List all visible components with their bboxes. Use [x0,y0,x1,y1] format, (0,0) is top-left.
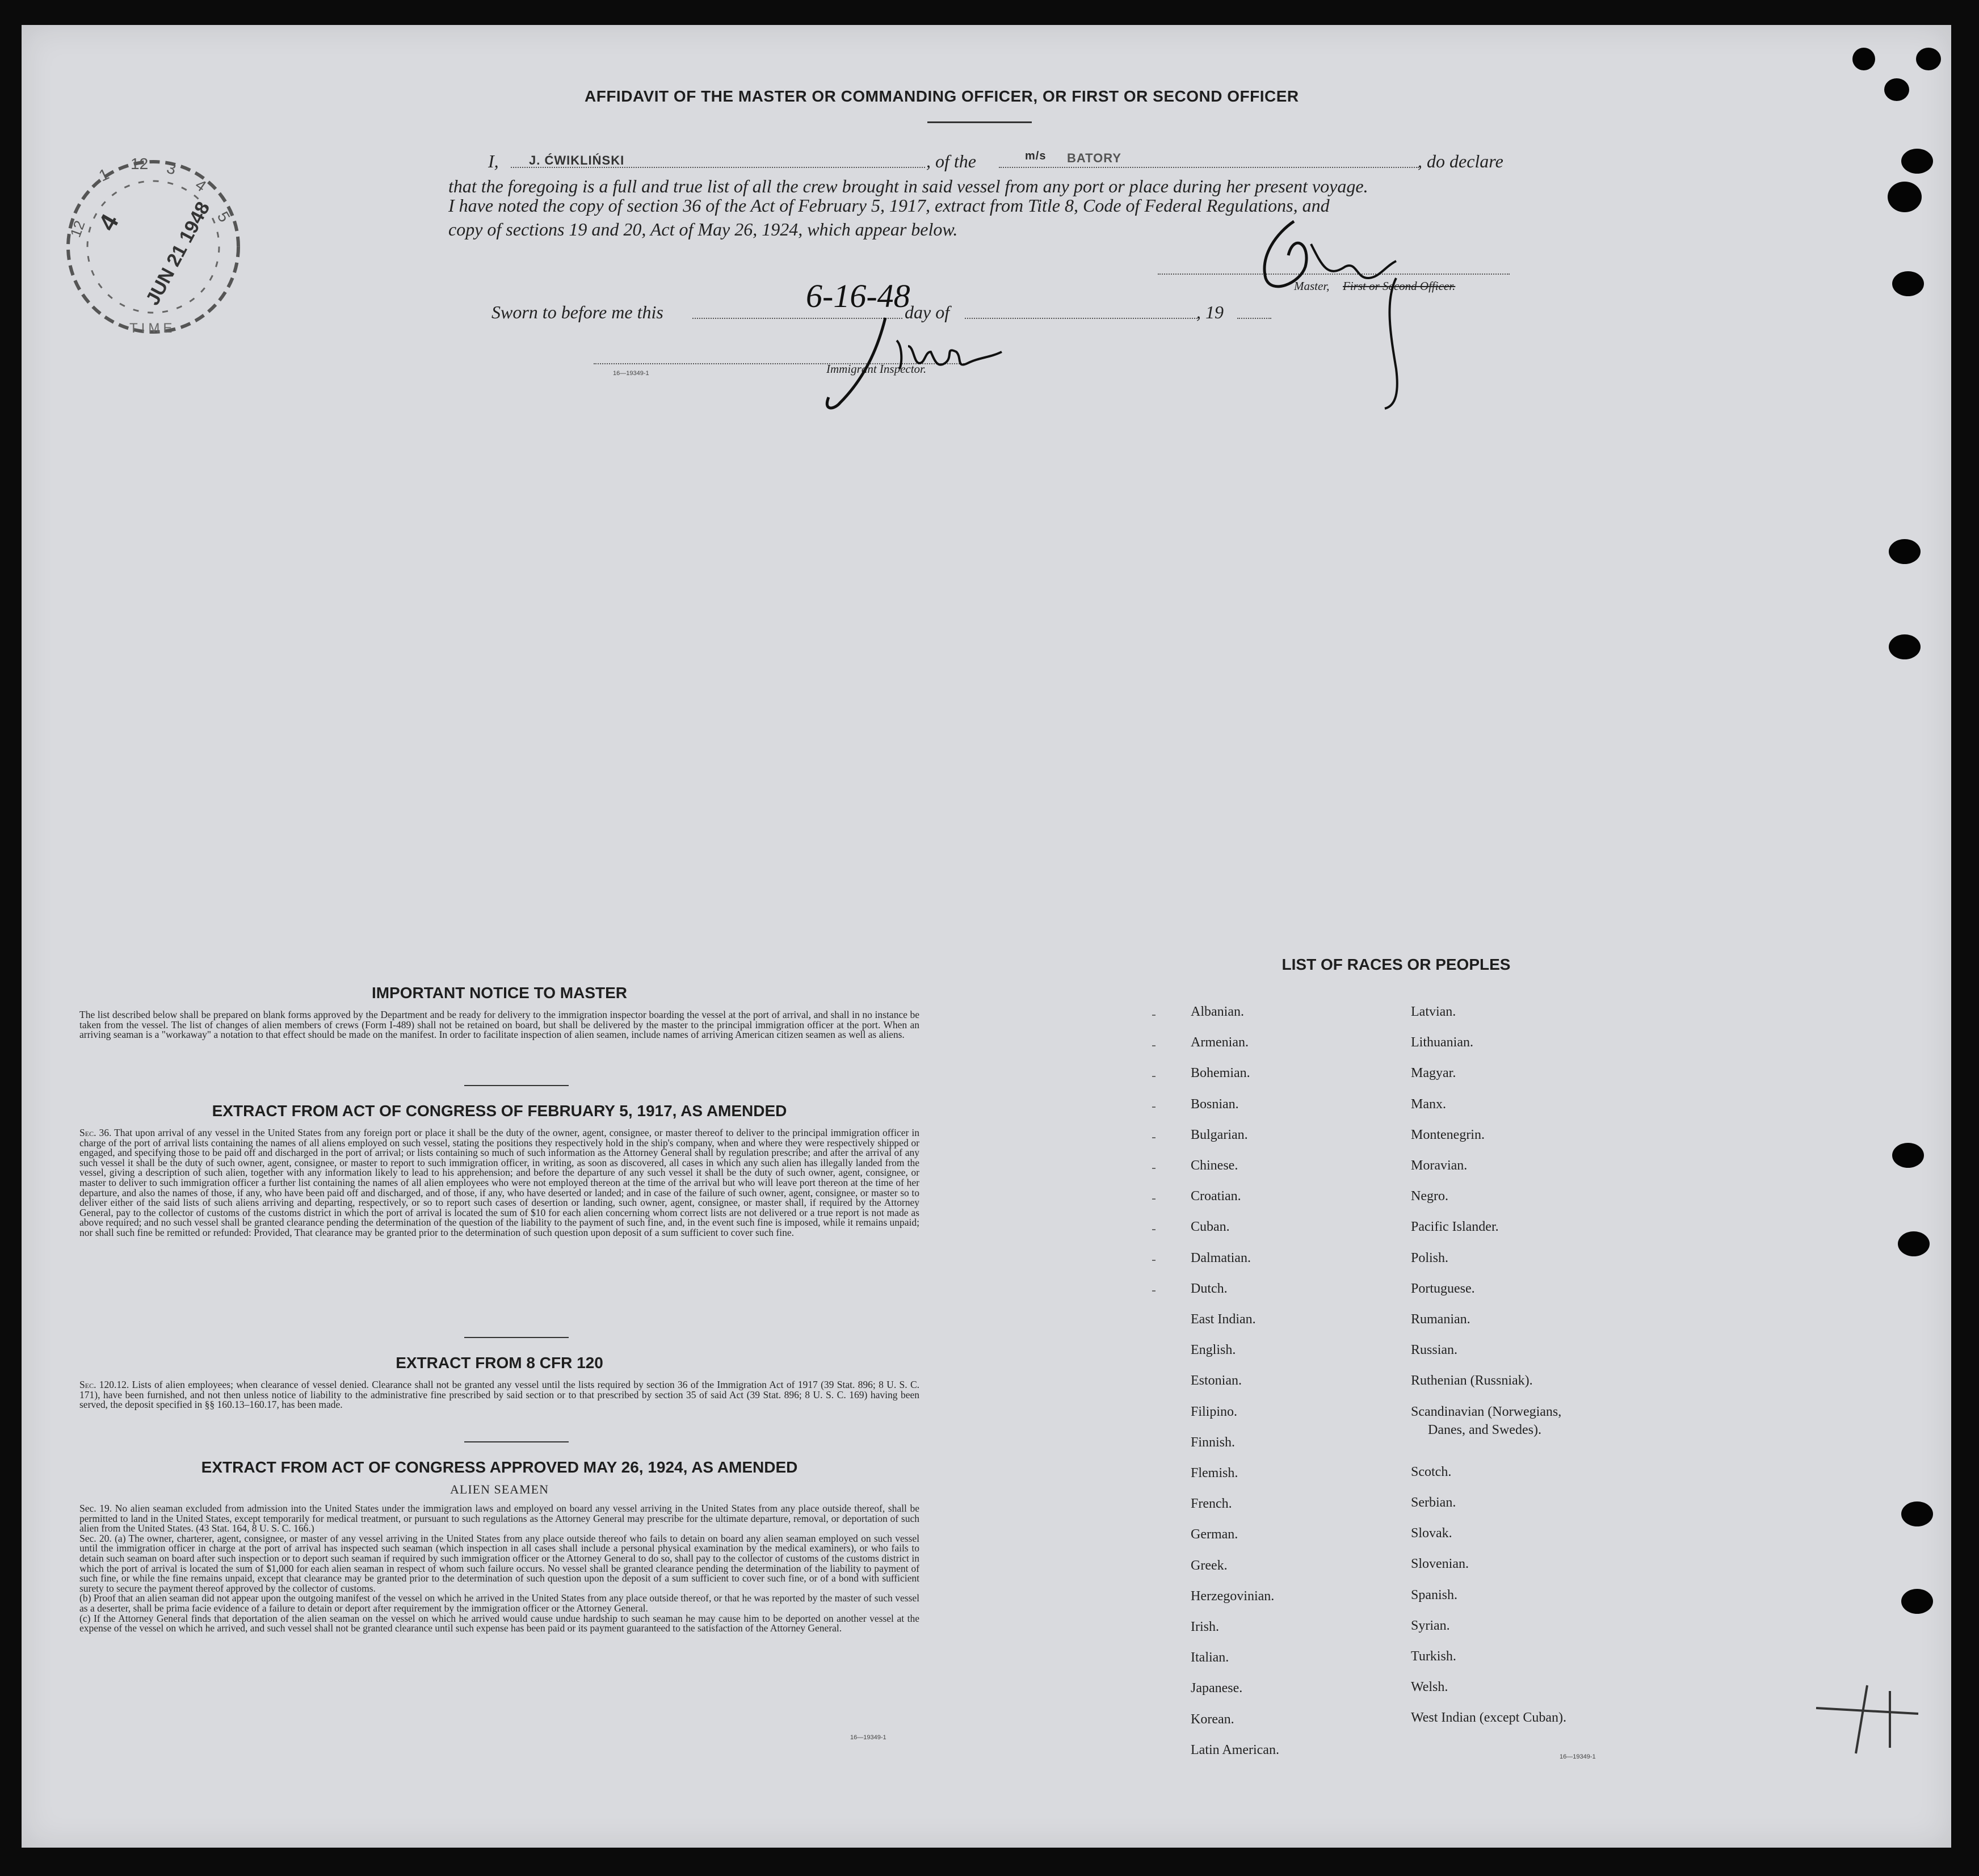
inspector-signature [817,306,1033,414]
race-left-item: Bulgarian. [1191,1127,1248,1142]
extract-cfr-text [79,1380,919,1410]
sworn-label: Sworn to before me this [491,302,663,322]
form-number-left: 16—19349-1 [850,1734,886,1741]
title-rule [927,121,1032,123]
race-left-item: Japanese. [1191,1681,1243,1696]
race-right-item: Negro. [1411,1189,1448,1204]
race-right-item: Montenegrin. [1411,1127,1485,1142]
race-left-item: French. [1191,1496,1232,1512]
race-left-item: Herzegovinian. [1191,1588,1275,1604]
race-right-item: Pacific Islander. [1411,1219,1499,1235]
of-the-label: , of the [926,151,976,171]
race-right-item: Manx. [1411,1096,1446,1112]
race-right-item: Slovenian. [1411,1557,1469,1572]
extract-1924-heading: EXTRACT FROM ACT OF CONGRESS APPROVED MAY 26, 1924, AS AMENDED [201,1458,798,1476]
form-number-top: 16—19349-1 [613,370,649,377]
race-right-item: Russian. [1411,1343,1458,1358]
sec-20b-text: (b) Proof that an alien seaman did not appear upon the outgoing manifest of the vessel on which he arrived in the United States from any place outside thereof, or that he was reported by the master of such vessel as a deserter, shall be prima facie evidence of a failure to detain or deport after requirement by the immigration officer or the Attorney General. [79,1592,919,1614]
sec-20c-text: (c) If the Attorney General finds that deportation of the alien seaman on the vessel on which he arrived would cause undue hardship to such seaman he may cause him to be deported on another vessel at the expense of the vessel on which he arrived, and such vessel shall not be granted clearance until such expense has been paid or its payment guaranteed to the satisfaction of the Attorney General. [79,1612,919,1634]
race-right-item: Spanish. [1411,1587,1458,1602]
master-signature [1226,210,1407,414]
race-right-item: Moravian. [1411,1158,1468,1173]
stamp-number-5: 4 [192,175,210,195]
extract-cfr-rule [464,1441,569,1442]
extract-1917-body: That upon arrival of any vessel in the United States from any foreign port or place it shall be the duty of the owner, agent, consignee, or master thereof to deliver to the principal immigration officer in charge of the port of arrival lists containing the names of all aliens employed on such vessel, stating the positions they respectively hold in the ship's company, when and where they were respectively shipped or engaged, and specifying those to be paid off and discharged in the port of arrival; or lists containing so much of such information as the Attorney General shall by regulation prescribe; and after the arrival of any such vessel it shall be the duty of such owner, agent, consignee, or master to report to such immigration officer, in writing, as soon as discovered, all cases in which any such alien has illegally landed from the vessel, giving a description of such alien, together with any information likely to lead to his apprehension; and before the departure of any such vessel it shall be the duty of such owner, agent, consignee, or master to deliver to such immigration officer a further list containing the names of all alien employees who were not employed thereon at the time of the arrival but who will leave port thereon at the time of her departure, and also the names of those, if any, who have been paid off and discharged, and of those, if any, who have deserted or landed; and in case of the failure of such owner, agent, consignee, or master so to deliver either of the said lists of such aliens arriving and departing, respectively, or so to report such cases of desertion or landing, such owner, agent, consignee, or master shall, if required by the Attorney General, pay to the collector of customs of the customs district in which the port of arrival is located the sum of $10 for each alien concerning whom correct lists are not delivered or a true report is not made as above required; and no such vessel shall be granted clearance pending the determination of the question of the liability to the payment of such fine, and, in the event such fine is imposed, while it remains unpaid; nor shall such fine be remitted or refunded: Provided, That clearance may be granted prior to the determination of such question upon deposit of a sum sufficient to cover such fine. [79,1127,919,1238]
master-signature-text: J. Ćw [1283,244,1284,245]
race-left-item: German. [1191,1527,1238,1542]
affidavit-line-4: copy of sections 19 and 20, Act of May 26, 1924, which appear below. [448,219,958,239]
race-right-item: Magyar. [1411,1066,1456,1081]
race-left-item: Filipino. [1191,1404,1238,1419]
stamp-number-1: 12 [66,218,89,240]
extract-cfr-body: Lists of alien employees; when clearance of vessel denied. Clearance shall not be granted any vessel until the lists required by section 36 of the Immigration Act of 1917 (39 Stat. 896; 8 U. S. C. 171), have been furnished, and not then unless notice of liability to the administrative fine prescribed by said section or to that prescribed by section 35 of said Act (39 Stat. 896; 8 U. S. C. 169) having been served, the deposit specified in §§ 160.13–160.17, has been made. [79,1379,920,1411]
affidavit-title: AFFIDAVIT OF THE MASTER OR COMMANDING OFFICER, OR FIRST OR SECOND OFFICER [585,87,1299,105]
vessel-line [999,167,1419,168]
extract-1917-heading: EXTRACT FROM ACT OF CONGRESS OF FEBRUARY 5, 1917, AS AMENDED [212,1102,787,1120]
master-role: Master, [1294,279,1330,293]
races-heading: LIST OF RACES OR PEOPLES [1281,956,1511,973]
margin-handwritten-mark [1805,1680,1930,1759]
race-right-item: Ruthenian (Russniak). [1411,1373,1533,1389]
race-left-item: Croatian. [1191,1189,1241,1204]
race-right-item: Turkish. [1411,1649,1456,1664]
race-left-item: Finnish. [1191,1435,1236,1450]
day-of-label: day of [905,302,950,322]
master-name: J. ĆWIKLIŃSKI [529,153,625,167]
stamp-number-2: 1 [96,165,112,185]
extract-cfr-heading: EXTRACT FROM 8 CFR 120 [396,1354,603,1372]
race-left-item: Italian. [1191,1650,1229,1665]
stamp-number-6: 5 [213,208,234,225]
inspector-role: Immigrant Inspector. [826,362,927,376]
race-left-item: Dalmatian. [1191,1250,1251,1265]
form-number-right: 16—19349-1 [1560,1753,1596,1760]
sec-19-text: Sec. 19. No alien seaman excluded from admission into the United States under the immigration laws and employed on board any vessel arriving in the United States from any place outside thereof, shall be permitted to land in the United States, except temporarily for medical treatment, or pursuant to such regulations as the Attorney General may prescribe for the ultimate departure, removal, or deportation of such alien from the United States. (43 Stat. 164, 8 U. S. C. 166.) [79,1503,919,1534]
vessel-prefix: m/s [1025,150,1047,162]
race-right-item: Scandinavian (Norwegians, [1411,1404,1562,1419]
notice-rule [464,1085,569,1086]
stamp-date: JUN 21 1948 [141,198,215,309]
extract-1924-subheading: ALIEN SEAMEN [450,1482,549,1496]
inspector-signature-text: J. Singer [902,329,905,330]
sec-20a-text: Sec. 20. (a) The owner, charterer, agent, consignee, or master of any vessel arriving in the United States from any place outside thereof who fails to detain on board any alien seaman employed on such vessel until the immigration officer in charge at the port of arrival has inspected such seaman (which inspection in all cases shall include a personal physical examination by the medical examiners), or who fails to detain such seaman on board after such inspection or to deport such seaman if required by such immigration officer or the Attorney General to do so, shall pay to the collector of customs of the customs district in which the port of arrival is located the sum of $1,000 for each alien seaman in respect of whom such failure occurs. No vessel shall be granted clearance pending the determination of the liability to payment of such fine, or while the fine remains unpaid, except that clearance may be granted prior to the determination of such question upon the deposit of a sum sufficient to cover such fine, or of a bond with sufficient surety to secure the payment thereof approved by the collector of customs. [79,1532,919,1594]
race-left-item: Korean. [1191,1711,1234,1727]
race-left-item: Armenian. [1191,1035,1249,1050]
sworn-date: 6-16-48 [806,277,910,314]
stamp-number-3: 12 [131,155,149,173]
race-right-item: Lithuanian. [1411,1035,1473,1050]
race-left-item: Irish. [1191,1620,1219,1634]
race-left-item: Latin American. [1191,1742,1279,1757]
race-left-item: Albanian. [1191,1004,1244,1019]
margin-mark-text: 4 [1810,1691,1811,1692]
race-right-item: Polish. [1411,1250,1449,1265]
date-stamp [62,153,244,340]
do-declare-label: , do declare [1418,151,1503,171]
race-right-item: Serbian. [1411,1495,1456,1510]
notice-heading: IMPORTANT NOTICE TO MASTER [371,984,628,1002]
race-left-item: English. [1191,1343,1236,1358]
stamp-mark: 4 [93,209,124,235]
race-right-item: Danes, and Swedes). [1428,1422,1541,1437]
notice-text: The list described below shall be prepared on blank forms approved by the Department and be ready for delivery to the immigration inspector boarding the vessel at the port of arrival, and shall in no instance be taken from the vessel. The list of changes of alien members of crews (Form I-489) shall not be retained on board, but shall be delivered by the master to the principal immigration officer at the port. When an arriving seaman is a "workaway" a notation to that effect should be made on the manifest. In order to facilitate inspection of alien seamen, include names of arriving American citizen seamen as well as aliens. [79,1009,919,1041]
race-left-item: Greek. [1191,1558,1228,1573]
affidavit-line-2: that the foregoing is a full and true list of all the crew brought in said vessel from any port or place during her present voyage. [448,176,1368,196]
race-left-item: Cuban. [1191,1219,1230,1235]
race-right-item: Portuguese. [1411,1281,1475,1296]
master-role-struck: First or Second Officer. [1343,279,1456,293]
race-right-item: Slovak. [1411,1526,1452,1541]
vessel-name: BATORY [1067,151,1122,165]
race-left-item: Bosnian. [1191,1096,1239,1112]
extract-1924-text [79,1504,919,1634]
race-left-item: Estonian. [1191,1373,1242,1389]
race-right-item: Welsh. [1411,1680,1448,1695]
race-right-item: Syrian. [1411,1618,1450,1633]
extract-1917-sec: Sec. 36. [79,1127,112,1138]
race-right-item: Latvian. [1411,1004,1456,1019]
race-left-item: Bohemian. [1191,1066,1250,1081]
race-left-item: Chinese. [1191,1158,1238,1173]
extract-1917-rule [464,1337,569,1338]
race-right-item: Rumanian. [1411,1312,1470,1327]
race-left-item: Flemish. [1191,1466,1238,1480]
affidavit-line-3: I have noted the copy of section 36 of the Act of February 5, 1917, extract from Title 8, Code of Federal Regulations, and [448,195,1330,216]
race-right-item: West Indian (except Cuban). [1411,1710,1566,1726]
extract-1917-text [79,1128,919,1238]
year-label: , 19 [1196,302,1224,322]
race-left-item: Dutch. [1191,1281,1228,1296]
stamp-number-4: 3 [165,158,178,178]
stamp-bottom: TIME [129,321,176,336]
extract-cfr-sec: Sec. 120.12. [79,1379,129,1390]
race-left-item: East Indian. [1191,1312,1256,1327]
race-right-item: Scotch. [1411,1464,1452,1479]
affidavit-i-label: I, [488,151,499,171]
